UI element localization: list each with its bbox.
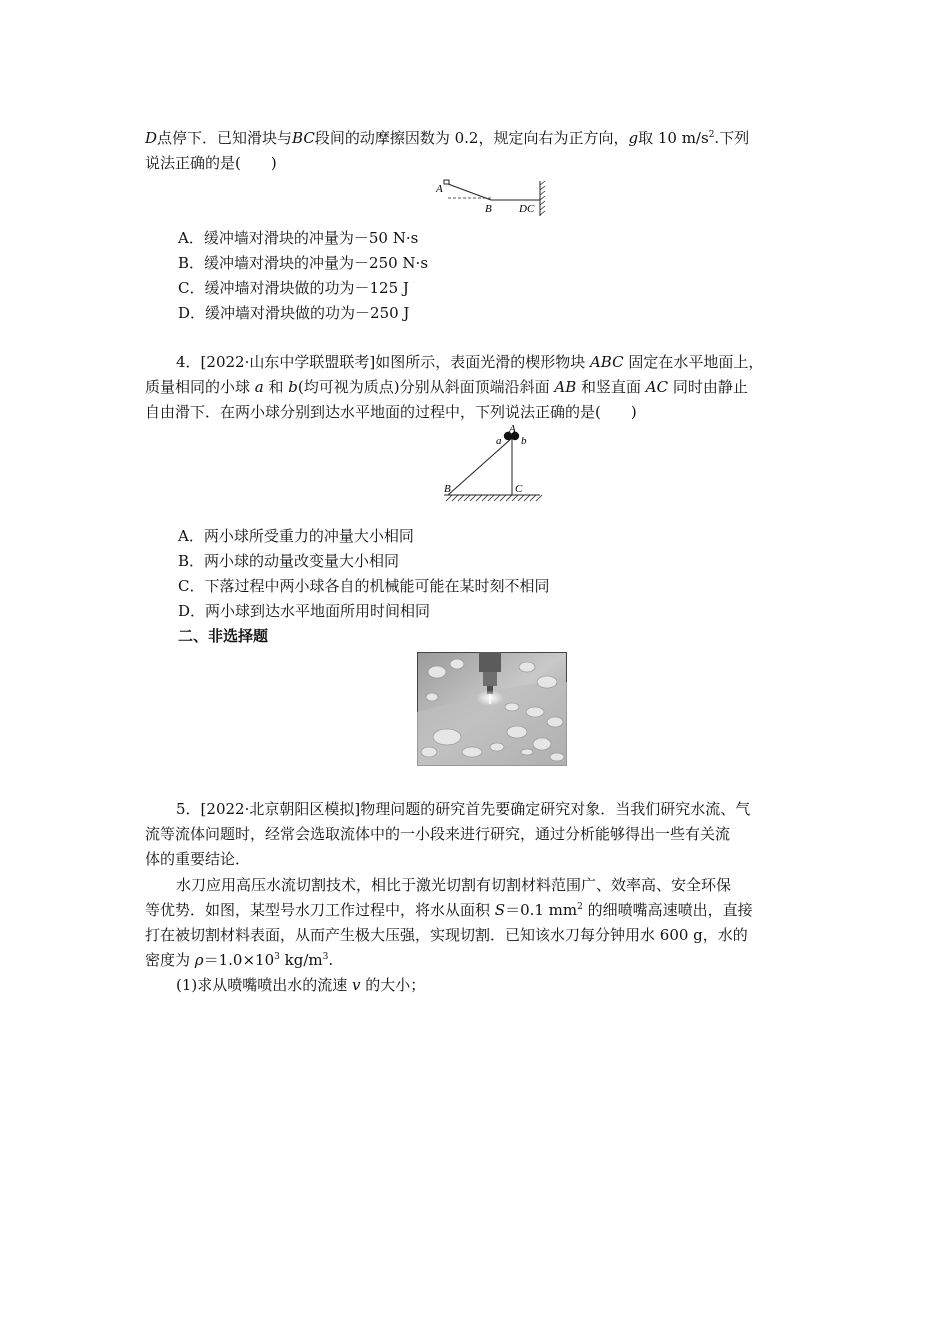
q3-option-d: D．缓冲墙对滑块做的功为－250 J <box>178 304 410 322</box>
q5-line-5: 等优势．如图，某型号水刀工作过程中，将水从面积 S＝0.1 $mm^2$ 的细喷嘴高速喷出，直接 <box>145 901 753 919</box>
q5-line-2: 流等流体问题时，经常会选取流体中的一小段来进行研究，通过分析能够得出一些有关流 <box>145 825 731 843</box>
q3-stem-line-2: 说法正确的是( ) <box>145 154 277 172</box>
q3-option-b: B．缓冲墙对滑块的冲量为－250 N·s <box>178 254 429 272</box>
label-C: C <box>515 483 523 495</box>
q3-figure <box>434 176 552 218</box>
q5-line-6: 打在被切割材料表面，从而产生极大压强，实现切割．已知该水刀每分钟用水 600 g，水的 <box>145 926 748 944</box>
label-a: a <box>496 435 502 447</box>
q4-stem-line-2: 质量相同的小球 a 和 b(均可视为质点)分别从斜面顶端沿斜面 AB 和竖直面 AC 同时由静止 <box>145 378 748 396</box>
section-heading: 二、非选择题 <box>178 627 269 645</box>
q5-line-7: 密度为 $\rho=1.0\times 10^3$ $kg/m^3$. <box>145 951 334 969</box>
label-DC: DC <box>519 203 535 215</box>
label-b: b <box>521 435 527 447</box>
label-A: A <box>436 183 443 195</box>
q5-line-3: 体的重要结论． <box>145 850 251 868</box>
label-B: B <box>444 483 451 495</box>
q5-subquestion-1: (1)求从喷嘴喷出水的流速 v 的大小； <box>176 976 426 994</box>
label-A: A <box>509 424 516 435</box>
waterjet-photo <box>417 652 567 766</box>
q3-stem-line-1: D点停下．已知滑块与BC段间的动摩擦因数为 0.2，规定向右为正方向，g取 10 $m/s^2$.下列 <box>145 129 750 147</box>
q5-line-1: 5．[2022·北京朝阳区模拟]物理问题的研究首先要确定研究对象．当我们研究水流、气 <box>176 800 751 818</box>
q3-option-c: C．缓冲墙对滑块做的功为－125 J <box>178 279 409 297</box>
q4-option-a: A．两小球所受重力的冲量大小相同 <box>178 527 414 545</box>
q4-option-c: C．下落过程中两小球各自的机械能可能在某时刻不相同 <box>178 577 550 595</box>
q4-option-b: B．两小球的动量改变量大小相同 <box>178 552 400 570</box>
q4-option-d: D．两小球到达水平地面所用时间相同 <box>178 602 431 620</box>
label-B: B <box>485 203 492 215</box>
q5-line-4: 水刀应用高压水流切割技术，相比于激光切割有切割材料范围广、效率高、安全环保 <box>176 876 732 894</box>
q4-stem-line-1: 4．[2022·山东中学联盟联考]如图所示，表面光滑的楔形物块 ABC 固定在水平地面上， <box>176 353 764 371</box>
q3-option-a: A．缓冲墙对滑块的冲量为－50 N·s <box>178 229 419 247</box>
q4-stem-line-3: 自由滑下．在两小球分别到达水平地面的过程中，下列说法正确的是( ) <box>145 403 637 421</box>
q4-figure <box>440 424 544 506</box>
